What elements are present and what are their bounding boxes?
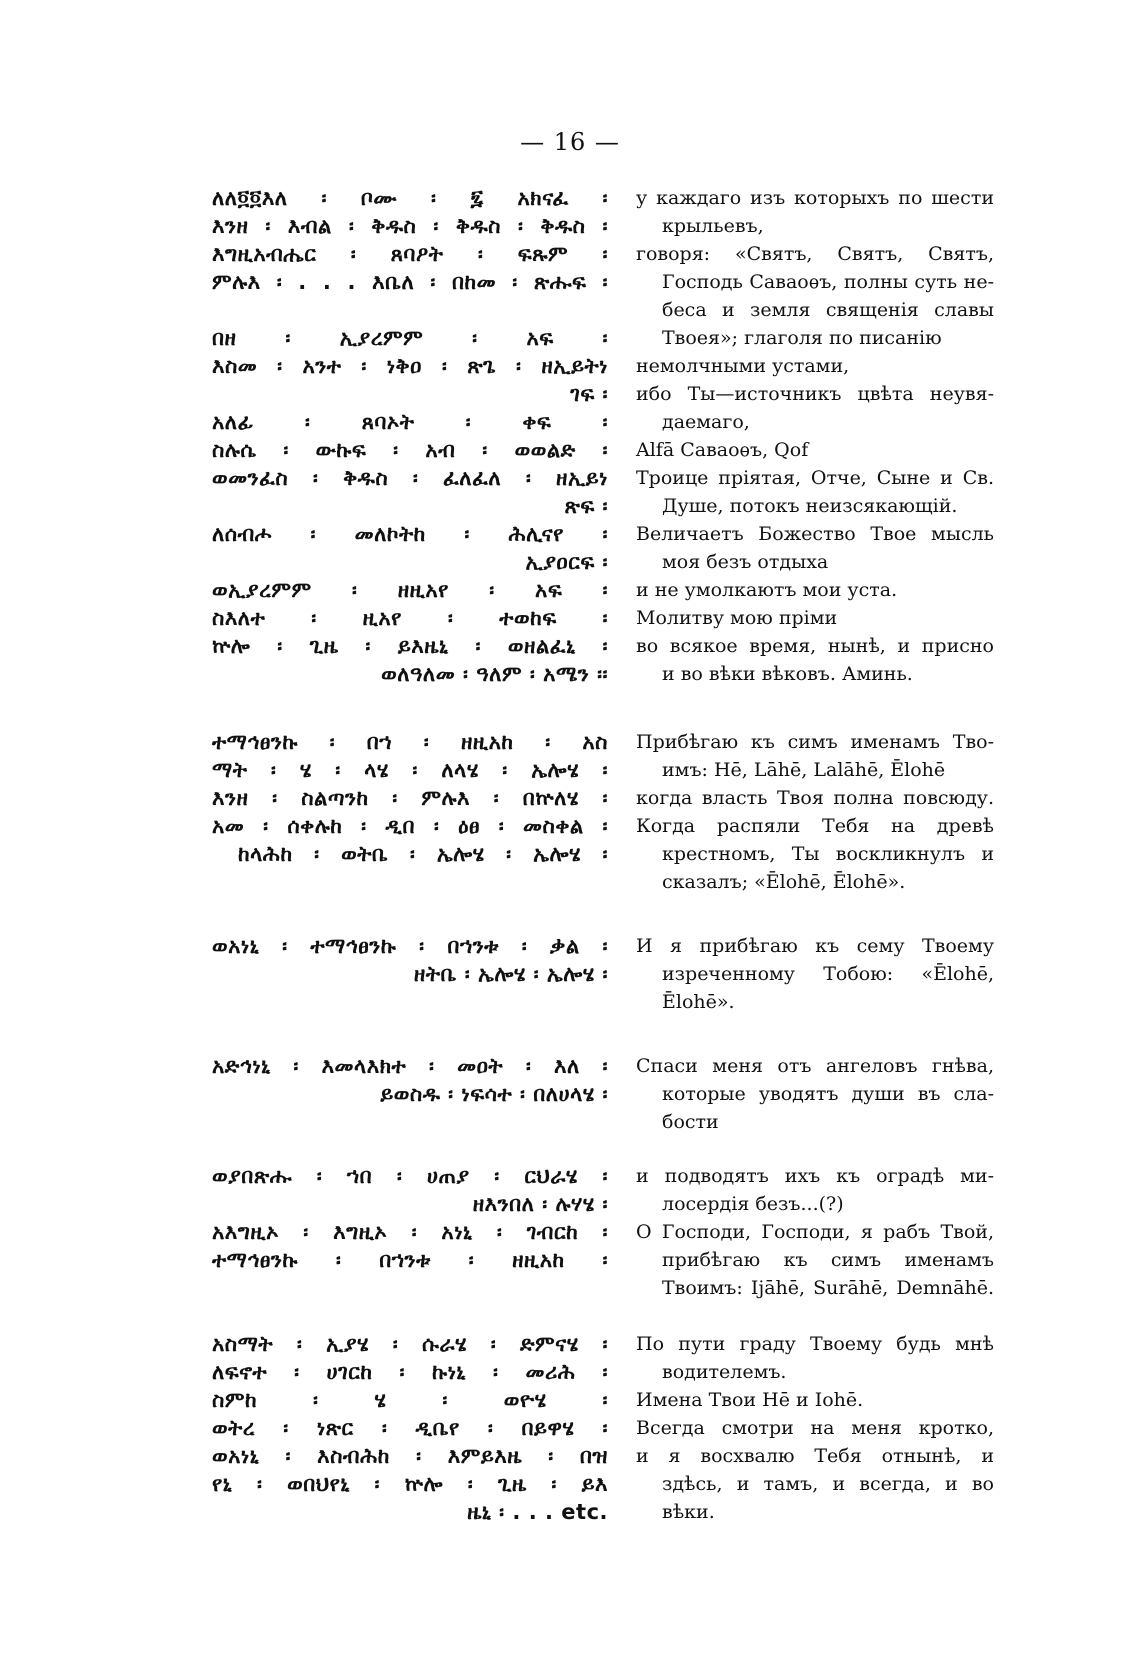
ethiopic-line: ወኢያረምም ፡ ዘዚአየ ፡ አፍ ፡ [212, 578, 608, 602]
ethiopic-line: ተማኅፀንኩ ፡ በኀ ፡ ዘዚአከ ፡ አስ [212, 730, 608, 754]
ethiopic-line: እግዚአብሔር ፡ ጸባዖት ፡ ፍጹም ፡ [212, 242, 608, 266]
russian-line: крестномъ, Ты воскликнулъ и [662, 843, 994, 865]
russian-line: Прибѣгаю къ симъ именамъ Тво- [636, 731, 994, 753]
russian-line: И я прибѣгаю къ сему Твоему [636, 935, 994, 957]
russian-line: изреченному Тобою: «Ēlohē, [662, 963, 994, 985]
ethiopic-text-column [212, 184, 608, 1526]
russian-line: которые уводятъ души въ сла- [662, 1083, 994, 1105]
ethiopic-line: አለፊ ፡ ጸባኦት ፡ ቀፍ ፡ [212, 410, 608, 434]
russian-line: говоря: «Святъ, Святъ, Святъ, [636, 243, 994, 265]
russian-line: Спаси меня отъ ангеловъ гнѣва, [636, 1055, 994, 1077]
russian-translation-column [636, 184, 994, 1526]
ethiopic-line: የኒ ፡ ወበህየኒ ፡ ኵሎ ፡ ጊዜ ፡ ይእ [212, 1472, 608, 1496]
russian-line: По пути граду Твоему будь мнѣ [636, 1333, 994, 1355]
russian-line: здѣсь, и тамъ, и всегда, и во [662, 1473, 994, 1495]
russian-line: и подводятъ ихъ къ оградѣ ми- [636, 1165, 994, 1187]
russian-line: сказалъ; «Ēlohē, Ēlohē». [662, 871, 906, 893]
russian-line: Троице пріятая, Отче, Сыне и Св. [636, 467, 994, 489]
ethiopic-line: ስምከ ፡ ሄ ፡ ወዮሄ ፡ [212, 1388, 608, 1412]
russian-line: Твоимъ: Ijāhē, Surāhē, Demnāhē. [662, 1277, 994, 1299]
ethiopic-line: እንዘ ፡ ስልጣንከ ፡ ምሉእ ፡ በኵለሄ ፡ [212, 786, 608, 810]
ethiopic-line: ወትረ ፡ ነጽር ፡ ዲቤየ ፡ በይዋሄ ፡ [212, 1416, 608, 1440]
russian-line: Молитву мою пріми [636, 607, 838, 629]
ethiopic-line: ከላሕከ ፡ ወትቤ ፡ ኤሎሄ ፡ ኤሎሄ ፡ [238, 842, 608, 866]
ethiopic-line: አድኅነኒ ፡ እመላእክተ ፡ መዐት ፡ እለ ፡ [212, 1054, 608, 1078]
russian-line: и не умолкаютъ мои уста. [636, 579, 898, 601]
ethiopic-line: ስሉሴ ፡ ውኩፍ ፡ አብ ፡ ወወልድ ፡ [212, 438, 608, 462]
russian-line: и во вѣки вѣковъ. Аминь. [662, 663, 913, 685]
ethiopic-line: ተማኅፀንኩ ፡ በኀንቱ ፡ ዘዚአከ ፡ [212, 1248, 608, 1272]
ethiopic-line: ምሉእ ፡ . . . እቤለ ፡ በከመ ፡ ጽሑፍ ፡ [212, 270, 608, 294]
russian-line: бости [662, 1111, 719, 1133]
russian-line: ибо Ты—источникъ цвѣта неувя- [636, 383, 994, 405]
ethiopic-line: ለፍኖተ ፡ ሀገርከ ፡ ኩነኒ ፡ መሪሕ ፡ [212, 1360, 608, 1384]
russian-line: немолчными устами, [636, 355, 850, 377]
ethiopic-line: ለሰብሖ ፡ መለኮትከ ፡ ሕሊናየ ፡ [212, 522, 608, 546]
ethiopic-line: ዜኒ ፡ . . . etc. [467, 1500, 608, 1524]
ethiopic-line: አእግዚኦ ፡ እግዚኦ ፡ አነኒ ፡ ገብርከ ፡ [212, 1220, 608, 1244]
ethiopic-line: በዘ ፡ ኢያረምም ፡ አፍ ፡ [212, 326, 608, 350]
russian-line: моя безъ отдыха [662, 551, 829, 573]
russian-line: Господь Саваоѳъ, полны суть не- [662, 271, 994, 293]
russian-line: вѣки. [662, 1501, 715, 1523]
ethiopic-line: ይወስዱ ፡ ነፍሳተ ፡ በለሀላሄ ፡ [380, 1082, 608, 1106]
ethiopic-line: ለለ፬፬እለ ፡ ቦሙ ፡ ፯ አክናፈ ፡ [212, 186, 608, 210]
russian-line: Имена Твои Hē и Iohē. [636, 1389, 864, 1411]
russian-line: у каждаго изъ которыхъ по шести [636, 187, 994, 209]
ethiopic-line: ወአነኒ ፡ ተማኅፀንኩ ፡ በኀንቱ ፡ ቃል ፡ [212, 934, 608, 958]
russian-line: Душе, потокъ неизсякающій. [662, 495, 958, 517]
ethiopic-line [212, 296, 608, 324]
russian-line: Твоея»; глаголя по писанію [662, 327, 942, 349]
ethiopic-line: ዘእንበለ ፡ ሉሃሄ ፡ [472, 1192, 608, 1216]
russian-line: лосердія безъ...(?) [662, 1193, 844, 1215]
ethiopic-line: ስእለተ ፡ ዚአየ ፡ ተወከፍ ፡ [212, 606, 608, 630]
ethiopic-line: አመ ፡ ሰቀሉከ ፡ ዲበ ፡ ዕፀ ፡ መስቀል ፡ [212, 814, 608, 838]
ethiopic-line: አስማት ፡ ኢያሄ ፡ ሱራሄ ፡ ድምናሄ ፡ [212, 1332, 608, 1356]
russian-line: Всегда смотри на меня кротко, [636, 1417, 994, 1439]
ethiopic-line: ገፍ ፡ [570, 382, 608, 406]
ethiopic-line: ወያበጽሑ ፡ ኀበ ፡ ሀጠያ ፡ ርህራሄ ፡ [212, 1164, 608, 1188]
ethiopic-line: ወመንፈስ ፡ ቅዱስ ፡ ፈለፈለ ፡ ዘኢይነ [212, 466, 608, 490]
ethiopic-line: ኢያዐርፍ ፡ [525, 550, 608, 574]
russian-line: крыльевъ, [662, 215, 764, 237]
russian-line: Alfā Саваоѳъ, Qof [636, 439, 809, 461]
ethiopic-line: ኵሎ ፡ ጊዜ ፡ ይእዜኒ ፡ ወዘልፈኒ ፡ [212, 634, 608, 658]
russian-line: во всякое время, нынѣ, и присно [636, 635, 994, 657]
russian-line: Величаетъ Божество Твое мысль [636, 523, 994, 545]
ethiopic-line: እስመ ፡ አንተ ፡ ነቅዐ ፡ ጽጌ ፡ ዘኢይትነ [212, 354, 608, 378]
russian-line: Ēlohē». [662, 991, 735, 1013]
ethiopic-line: እንዘ ፡ እብል ፡ ቅዱስ ፡ ቅዱስ ፡ ቅዱስ ፡ [212, 214, 608, 238]
russian-line: когда власть Твоя полна повсюду. [636, 787, 994, 809]
ethiopic-line: ወለዓለመ ፡ ዓለም ፡ አሜን ፡፡ [381, 662, 608, 686]
ethiopic-line: ዘትቤ ፡ ኤሎሄ ፡ ኤሎሄ ፡ [413, 962, 608, 986]
ethiopic-line: ማት ፡ ሄ ፡ ላሄ ፡ ለላሄ ፡ ኤሎሄ ፡ [212, 758, 608, 782]
russian-line: водителемъ. [662, 1361, 787, 1383]
russian-line: даемаго, [662, 411, 750, 433]
russian-line: и я восхвалю Тебя отнынѣ, и [636, 1445, 994, 1467]
russian-line: О Господи, Господи, я рабъ Твой, [636, 1221, 994, 1243]
ethiopic-line: ወአነኒ ፡ እስብሕከ ፡ እምይእዜ ፡ በዝ [212, 1444, 608, 1468]
russian-line: имъ: Hē, Lāhē, Lalāhē, Ēlohē [662, 759, 946, 781]
ethiopic-line: ጽፍ ፡ [564, 494, 608, 518]
page-number: — 16 — [520, 128, 620, 156]
russian-line: прибѣгаю къ симъ именамъ [662, 1249, 994, 1271]
russian-line: Когда распяли Тебя на древѣ [636, 815, 994, 837]
russian-line: беса и земля священія славы [662, 299, 994, 321]
